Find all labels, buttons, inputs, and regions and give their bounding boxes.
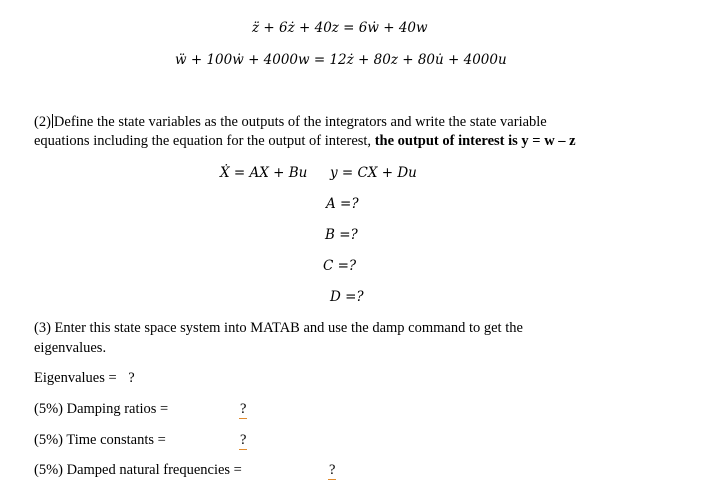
eigenvalues-label: Eigenvalues = bbox=[34, 370, 117, 386]
matrix-a: A =? bbox=[326, 196, 359, 212]
equation-1: z̈ + 6ż + 40z = 6ẇ + 40w bbox=[252, 20, 428, 36]
eigenvalues-row bbox=[34, 370, 135, 387]
part3-line1: (3) Enter this state space system into MATAB and use the damp command to get the bbox=[34, 320, 523, 336]
damped-frequencies-label: (5%) Damped natural frequencies = bbox=[34, 462, 242, 478]
damped-frequencies-value: ? bbox=[329, 462, 336, 478]
time-constants-value: ? bbox=[240, 432, 247, 448]
part2-line2 bbox=[34, 133, 576, 150]
state-equation: Ẋ = AX + Bu bbox=[220, 165, 308, 181]
matrix-d: D =? bbox=[330, 289, 364, 305]
damping-ratios-label: (5%) Damping ratios = bbox=[34, 401, 169, 417]
text-cursor bbox=[52, 114, 53, 128]
part2-line1 bbox=[34, 114, 547, 131]
matrix-b: B =? bbox=[325, 227, 358, 243]
matrix-c: C =? bbox=[323, 258, 357, 274]
output-of-interest: the output of interest is y = w – z bbox=[374, 133, 576, 149]
equation-2: ẅ + 100ẇ + 4000w = 12ż + 80z + 80u̇ + 4000u bbox=[175, 52, 507, 68]
damping-ratios-value: ? bbox=[240, 401, 247, 417]
part2-line2-prefix: equations including the equation for the output of interest, bbox=[34, 133, 372, 149]
output-equation: y = CX + Du bbox=[330, 165, 417, 181]
part2-line1-text: Define the state variables as the outputs of the integrators and write the state variable bbox=[53, 114, 547, 130]
part3-line2: eigenvalues. bbox=[34, 340, 107, 356]
eigenvalues-value: ? bbox=[128, 370, 135, 386]
part2-number: (2) bbox=[34, 114, 51, 130]
time-constants-label: (5%) Time constants = bbox=[34, 432, 166, 448]
